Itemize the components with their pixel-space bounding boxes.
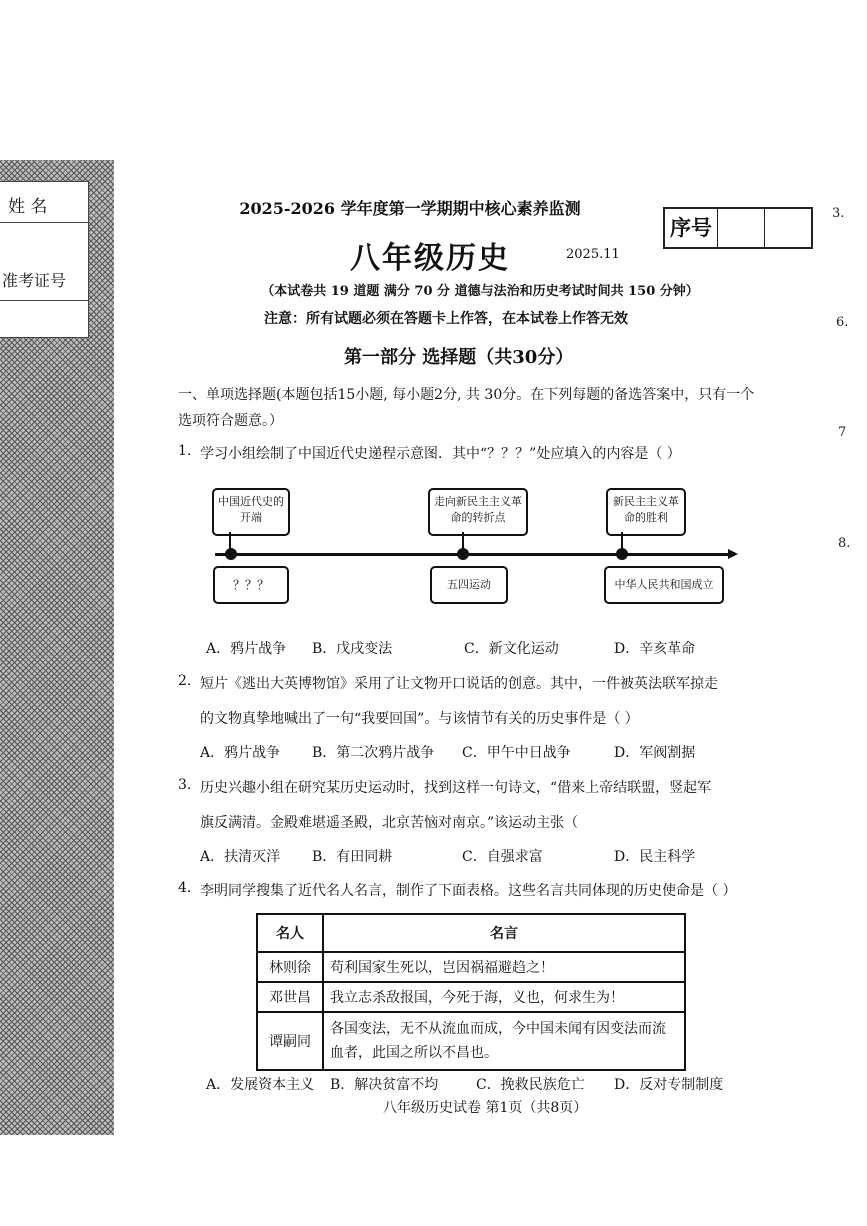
option-c[interactable]: C．自强求富: [462, 849, 543, 865]
name-label: 姓 名: [8, 197, 48, 217]
option-d[interactable]: D．民主科学: [614, 849, 696, 865]
subject-title: 八年级历史: [350, 241, 510, 276]
timeline-arrow-icon: [728, 549, 738, 559]
page-footer: 八年级历史试卷 第1页（共8页）: [383, 1100, 588, 1116]
margin-fragment: 8.: [838, 536, 851, 551]
question-stem: 李明同学搜集了近代名人名言，制作了下面表格。这些名言共同体现的历史使命是（ ）: [200, 883, 737, 899]
question-stem: 学习小组绘制了中国近代史递程示意图．其中“？？？”处应填入的内容是（ ）: [200, 446, 681, 462]
timeline-bottom-label: 五四运动: [430, 566, 508, 604]
exam-title: 2025-2026 学年度第一学期期中核心素养监测: [239, 199, 581, 218]
option-a[interactable]: A．发展资本主义: [206, 1077, 315, 1093]
strip-divider: [0, 222, 88, 223]
table-cell-person: 邓世昌: [257, 982, 323, 1012]
callout-pointer: [462, 532, 464, 550]
option-c[interactable]: C．甲午中日战争: [462, 745, 571, 761]
question-number: 1.: [178, 443, 192, 459]
serial-label: 序号: [665, 209, 718, 247]
exam-notice: 注意：所有试题必须在答题卡上作答，在本试卷上作答无效: [264, 311, 628, 327]
table-row: [257, 982, 685, 1012]
question-number: 2.: [178, 673, 192, 689]
option-a[interactable]: A．鸦片战争: [206, 641, 287, 657]
option-a[interactable]: A．扶清灭洋: [200, 849, 281, 865]
option-d[interactable]: D．军阀割据: [614, 745, 696, 761]
table-header-quote: 名言: [323, 914, 685, 952]
timeline-top-label: 新民主主义革命的胜利: [606, 488, 686, 536]
timeline-bottom-label: ？？？: [213, 566, 289, 604]
table-cell-person: 谭嗣同: [257, 1012, 323, 1070]
question-number: 3.: [178, 777, 192, 793]
table-cell-quote: 苟利国家生死以，岂因祸福避趋之！: [323, 952, 685, 982]
margin-fragment: 7: [838, 425, 847, 440]
question-number: 4.: [178, 880, 192, 896]
timeline-bottom-label: 中华人民共和国成立: [604, 566, 724, 604]
question-stem: 旗反满清。金殿难堪遥圣殿，北京苦恼对南京。”该运动主张（: [200, 815, 579, 831]
option-b[interactable]: B．戊戌变法: [312, 641, 393, 657]
timeline-top-label: 走向新民主主义革命的转折点: [428, 488, 528, 536]
exam-date: 2025.11: [566, 247, 620, 262]
option-b[interactable]: B．解决贫富不均: [330, 1077, 439, 1093]
option-c[interactable]: C．新文化运动: [464, 641, 559, 657]
timeline-axis: [215, 553, 735, 556]
part-title: 第一部分 选择题（共30分）: [344, 347, 574, 368]
option-c[interactable]: C．挽救民族危亡: [476, 1077, 585, 1093]
callout-pointer: [229, 532, 231, 550]
margin-fragment: 3.: [832, 206, 845, 221]
margin-fragment: 6.: [836, 315, 849, 330]
option-b[interactable]: B．第二次鸦片战争: [312, 745, 435, 761]
serial-number-box: [663, 207, 813, 249]
strip-divider: [0, 300, 88, 301]
option-a[interactable]: A．鸦片战争: [200, 745, 281, 761]
timeline-point: [225, 548, 237, 560]
callout-pointer: [621, 532, 623, 550]
section-intro: 一、单项选择题(本题包括15小题, 每小题2分, 共 30分。在下列每题的备选答案中，只有一个选项符合题意。）: [178, 387, 755, 429]
table-cell-quote: 我立志杀敌报国，今死于海，义也，何求生为！: [323, 982, 685, 1012]
question-stem: 短片《逃出大英博物馆》采用了让文物开口说话的创意。其中，一件被英法联军掠走: [200, 676, 718, 692]
table-header-row: [257, 914, 685, 952]
option-d[interactable]: D．反对专制制度: [614, 1077, 724, 1093]
exam-number-label: 准考证号: [2, 271, 67, 290]
question-stem: 的文物真挚地喊出了一句“我要回国”。与该情节有关的历史事件是（ ）: [200, 711, 639, 727]
quotes-table: [256, 913, 686, 1071]
table-row: [257, 952, 685, 982]
table-cell-person: 林则徐: [257, 952, 323, 982]
option-b[interactable]: B．有田同耕: [312, 849, 393, 865]
table-row: [257, 1012, 685, 1070]
table-header-person: 名人: [257, 914, 323, 952]
table-cell-quote: 各国变法，无不从流血而成，今中国未闻有因变法而流血者，此国之所以不昌也。: [323, 1012, 685, 1070]
option-d[interactable]: D．辛亥革命: [614, 641, 696, 657]
serial-cell: [765, 209, 811, 247]
timeline-top-label: 中国近代史的开端: [212, 488, 290, 536]
question-stem: 历史兴趣小组在研究某历史运动时，找到这样一句诗文，“借来上帝结联盟，竖起军: [200, 780, 712, 796]
serial-cell: [718, 209, 765, 247]
exam-info: （本试卷共 19 道题 满分 70 分 道德与法治和历史考试时间共 150 分钟）: [261, 284, 699, 299]
